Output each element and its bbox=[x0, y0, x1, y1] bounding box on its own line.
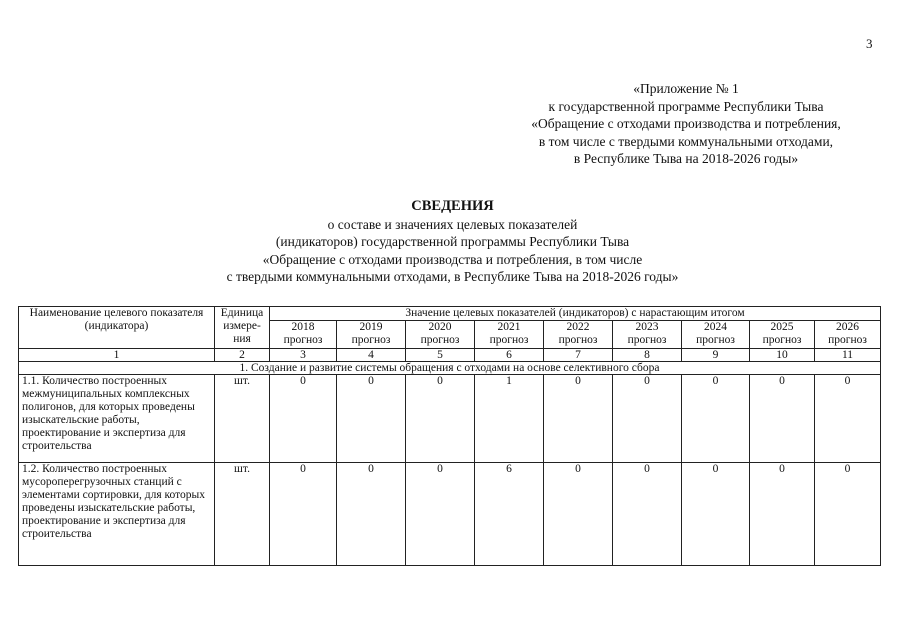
appendix-line: в том числе с твердыми коммунальными отходами, bbox=[538, 133, 834, 149]
document-title bbox=[100, 198, 805, 286]
indicator-unit: шт. bbox=[215, 463, 270, 566]
indicator-value: 0 bbox=[682, 463, 750, 566]
page-number: 3 bbox=[866, 36, 873, 51]
indicator-unit: шт. bbox=[215, 375, 270, 463]
title-line: «Обращение с отходами производства и потребления, в том числе bbox=[262, 251, 643, 267]
title-heading: СВЕДЕНИЯ bbox=[411, 198, 494, 214]
table-row bbox=[19, 463, 881, 566]
header-year: 2026 прогноз bbox=[815, 321, 881, 349]
header-year: 2022 прогноз bbox=[544, 321, 613, 349]
appendix-line: «Приложение № 1 bbox=[633, 81, 739, 96]
indicator-value: 0 bbox=[750, 375, 815, 463]
column-number: 6 bbox=[475, 349, 544, 362]
column-number: 11 bbox=[815, 349, 881, 362]
appendix-line: «Обращение с отходами производства и потребления, bbox=[531, 116, 841, 131]
section-title: 1. Создание и развитие системы обращения с отходами на основе селективного сбора bbox=[19, 362, 881, 375]
indicator-value: 0 bbox=[337, 375, 406, 463]
indicator-value: 0 bbox=[270, 463, 337, 566]
appendix-line: к государственной программе Республики Тыва bbox=[548, 98, 824, 114]
indicators-table bbox=[18, 306, 881, 566]
indicator-value: 0 bbox=[337, 463, 406, 566]
indicator-value: 0 bbox=[544, 375, 613, 463]
header-name: Наименование целевого показателя (индикатора) bbox=[19, 307, 215, 349]
indicator-name: 1.2. Количество построенных мусороперегрузочных станций с элементами сортировки, для которых проведены изыскательские работы, проектирование и экспертиза для строительства bbox=[19, 463, 215, 566]
indicator-value: 0 bbox=[613, 463, 682, 566]
indicator-value: 0 bbox=[406, 375, 475, 463]
column-number: 4 bbox=[337, 349, 406, 362]
header-unit: Единица измерения bbox=[215, 307, 270, 349]
column-number: 1 bbox=[19, 349, 215, 362]
indicator-value: 0 bbox=[613, 375, 682, 463]
column-numbers-row bbox=[19, 349, 881, 362]
header-year: 2025 прогноз bbox=[750, 321, 815, 349]
indicator-value: 0 bbox=[750, 463, 815, 566]
title-line: о составе и значениях целевых показателей bbox=[327, 216, 578, 232]
header-year: 2023 прогноз bbox=[613, 321, 682, 349]
header-row bbox=[19, 307, 881, 321]
header-year: 2021 прогноз bbox=[475, 321, 544, 349]
column-number: 9 bbox=[682, 349, 750, 362]
indicator-value: 6 bbox=[475, 463, 544, 566]
header-year: 2024 прогноз bbox=[682, 321, 750, 349]
header-year: 2019 прогноз bbox=[337, 321, 406, 349]
indicator-name: 1.1. Количество построенных межмуниципальных комплексных полигонов, для которых проведены изыскательские работы, проектирование и экспертиза для строительства bbox=[19, 375, 215, 463]
section-row bbox=[19, 362, 881, 375]
column-number: 10 bbox=[750, 349, 815, 362]
indicator-value: 1 bbox=[475, 375, 544, 463]
indicator-value: 0 bbox=[815, 375, 881, 463]
title-line: (индикаторов) государственной программы Республики Тыва bbox=[275, 234, 630, 249]
column-number: 2 bbox=[215, 349, 270, 362]
appendix-note bbox=[480, 80, 892, 168]
indicator-value: 0 bbox=[270, 375, 337, 463]
indicator-value: 0 bbox=[815, 463, 881, 566]
appendix-line: в Республике Тыва на 2018-2026 годы» bbox=[573, 151, 799, 166]
indicator-value: 0 bbox=[682, 375, 750, 463]
header-values-group: Значение целевых показателей (индикаторов) с нарастающим итогом bbox=[270, 307, 881, 321]
header-year: 2018 прогноз bbox=[270, 321, 337, 349]
header-year: 2020 прогноз bbox=[406, 321, 475, 349]
title-line: с твердыми коммунальными отходами, в Республике Тыва на 2018-2026 годы» bbox=[226, 269, 679, 284]
table-row bbox=[19, 375, 881, 463]
indicator-value: 0 bbox=[544, 463, 613, 566]
indicator-value: 0 bbox=[406, 463, 475, 566]
column-number: 7 bbox=[544, 349, 613, 362]
column-number: 3 bbox=[270, 349, 337, 362]
column-number: 5 bbox=[406, 349, 475, 362]
column-number: 8 bbox=[613, 349, 682, 362]
